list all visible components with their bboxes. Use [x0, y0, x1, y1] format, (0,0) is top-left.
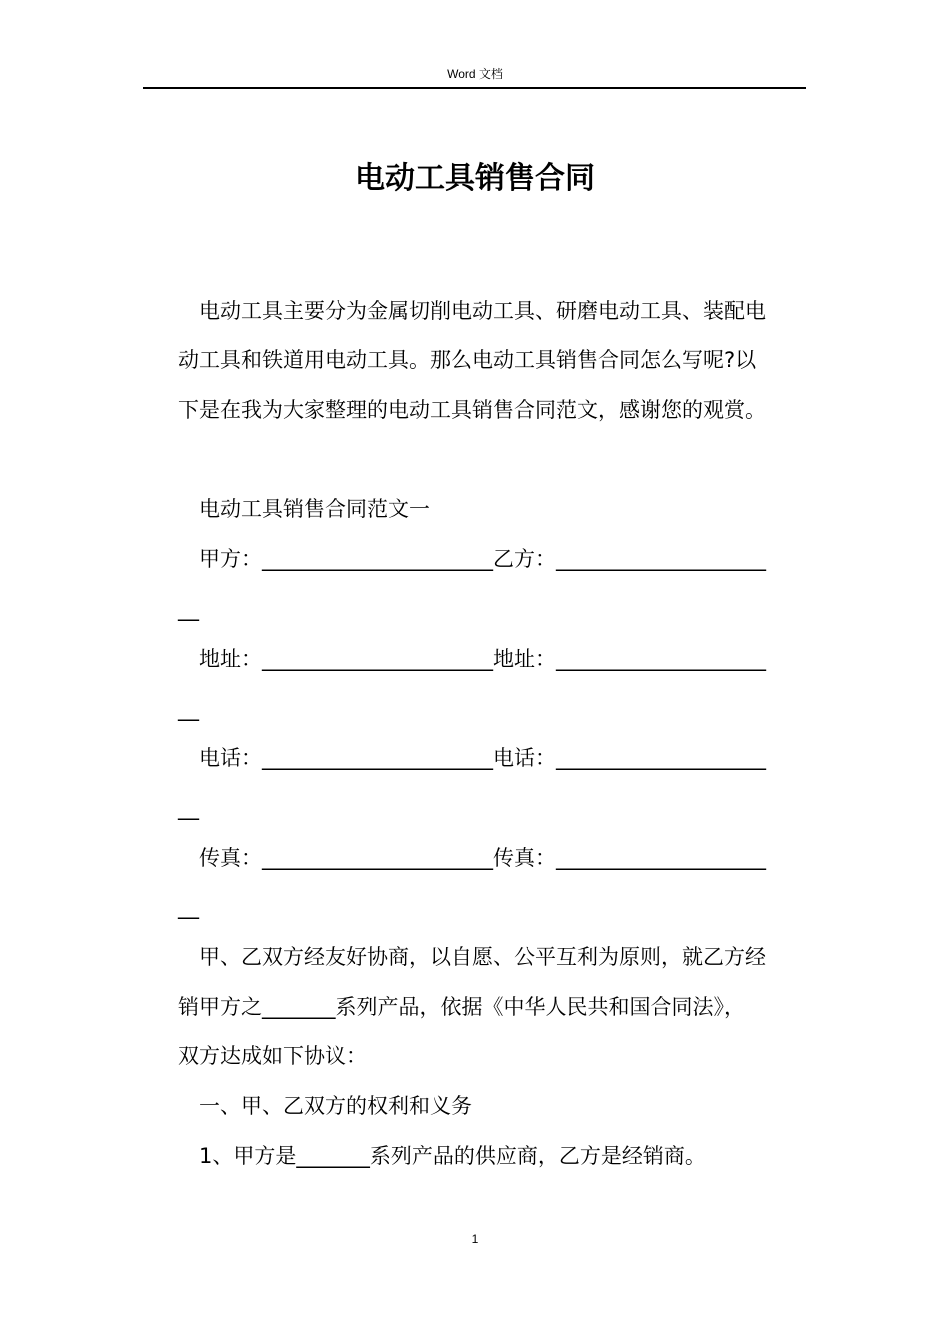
page-number: 1	[471, 1232, 479, 1246]
party-a-b-name-line: 甲方：______________________乙方：____________________	[178, 547, 766, 571]
party-line-continuation: __	[178, 796, 199, 820]
document-title: 电动工具销售合同	[355, 161, 595, 196]
party-line-continuation: __	[178, 697, 199, 721]
agreement-line-1: 甲、乙双方经友好协商，以自愿、公平互利为原则，就乙方经	[178, 945, 766, 969]
party-line-continuation: __	[178, 895, 199, 919]
header-divider	[143, 87, 806, 89]
clause-heading: 一、甲、乙双方的权利和义务	[178, 1094, 472, 1118]
party-address-line: 地址：______________________地址：____________________	[178, 647, 766, 671]
party-fax-line: 传真：______________________传真：____________________	[178, 846, 766, 870]
clause-1-text: 1、甲方是_______系列产品的供应商，乙方是经销商。	[178, 1144, 706, 1168]
intro-line-1: 电动工具主要分为金属切削电动工具、研磨电动工具、装配电	[178, 299, 766, 323]
page-header-text: Word 文档	[447, 67, 503, 81]
intro-line-2: 动工具和铁道用电动工具。那么电动工具销售合同怎么写呢?以	[178, 348, 757, 372]
intro-line-3: 下是在我为大家整理的电动工具销售合同范文，感谢您的观赏。	[178, 398, 766, 422]
agreement-line-3: 双方达成如下协议：	[178, 1044, 367, 1068]
agreement-line-2: 销甲方之_______系列产品，依据《中华人民共和国合同法》，	[178, 995, 745, 1019]
party-phone-line: 电话：______________________电话：____________________	[178, 746, 766, 770]
party-line-continuation: __	[178, 597, 199, 621]
section-heading: 电动工具销售合同范文一	[178, 497, 430, 521]
